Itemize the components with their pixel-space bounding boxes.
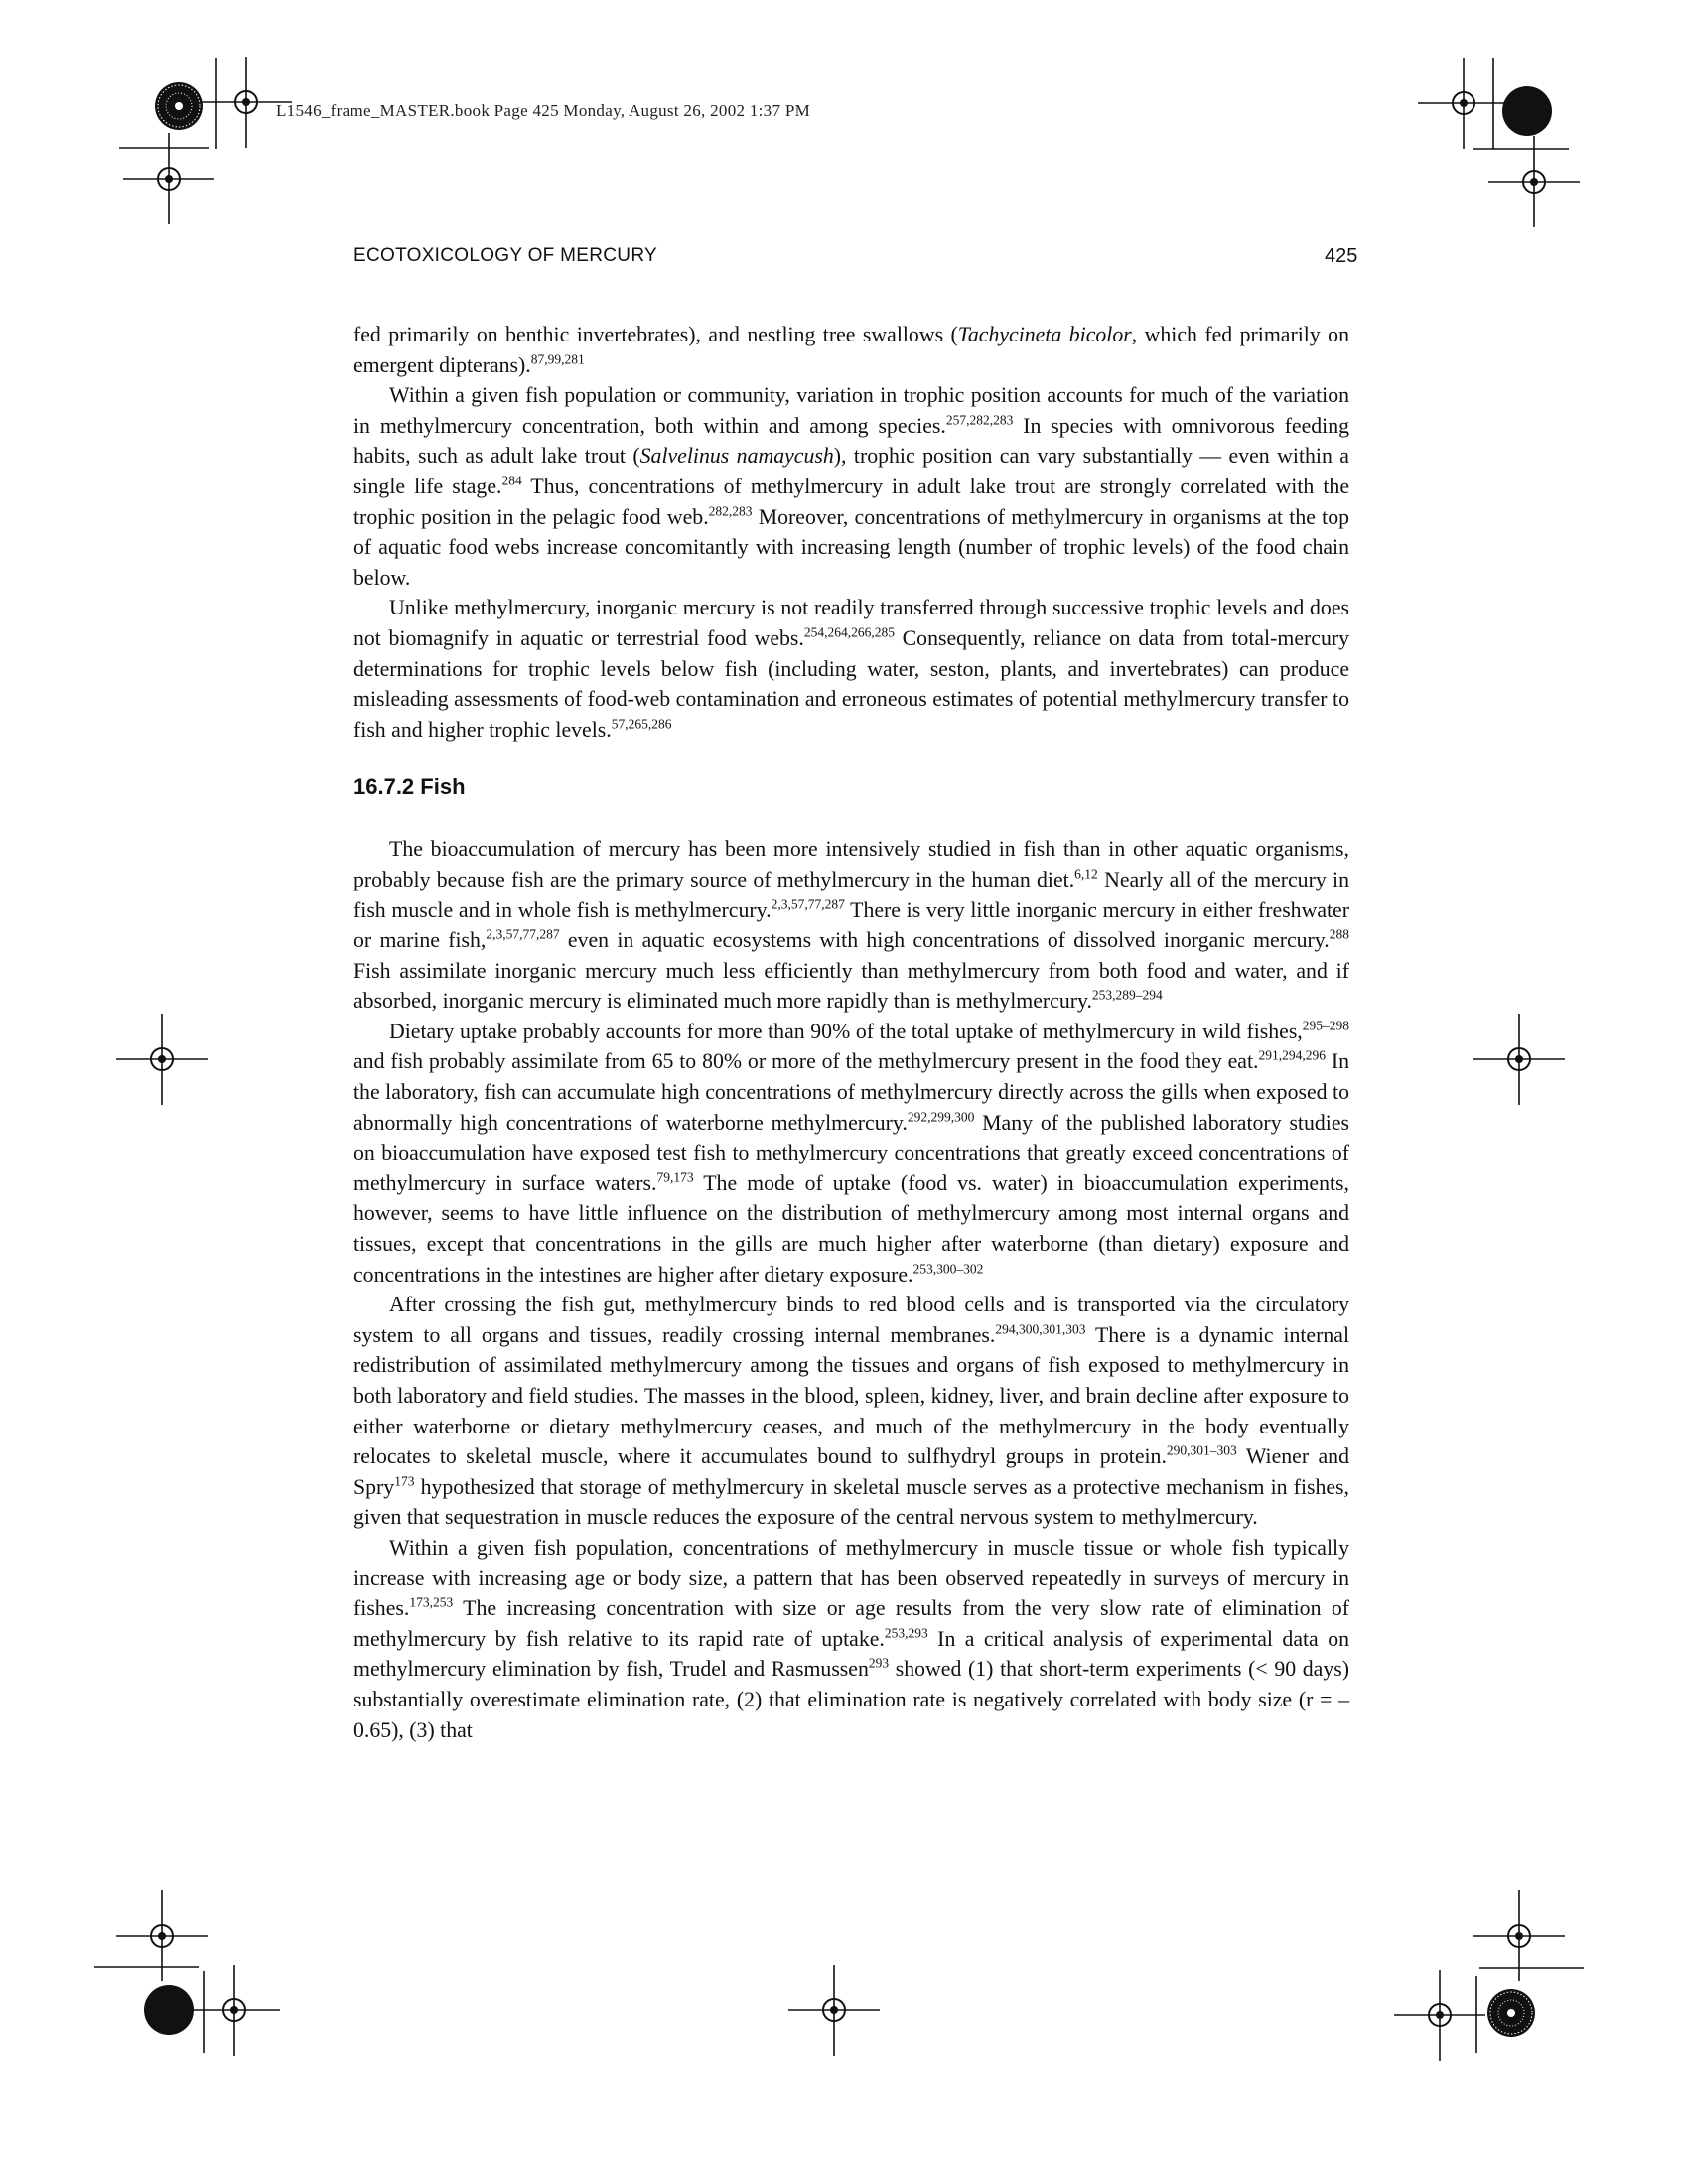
- species-name: Salvelinus namaycush: [639, 444, 834, 469]
- frame-header: L1546_frame_MASTER.book Page 425 Monday, August 26, 2002 1:37 PM: [276, 101, 810, 120]
- text-run: In a critical analysis of experimental data on methylmercury elimination by fish, Trudel and Rasmussen: [353, 1626, 1349, 1682]
- text-run: Within a given fish population or community, variation in trophic position accounts for much of the variation in methylmercury concentration, both within and among species.: [353, 383, 1349, 438]
- paragraph: [353, 834, 1349, 1017]
- page-number: 425: [1325, 245, 1358, 267]
- citation-superscript: 173,253: [409, 1594, 454, 1610]
- text-run: ), trophic position can vary substantially — even within a single life stage.: [353, 444, 1349, 498]
- citation-superscript: 2,3,57,77,287: [771, 896, 845, 912]
- text-run: The mode of uptake (food vs. water) in bioaccumulation experiments, however, seems to have little influence on the distribution of methylmercury among most internal organs and tissues, except that concentrations in the gills are much higher after waterborne (than dietary) exposure and concentrations in the intestines are higher after dietary exposure.: [353, 1170, 1349, 1287]
- crosshair-mark-top-left-lower: [123, 133, 214, 224]
- text-run: Unlike methylmercury, inorganic mercury is not readily transferred through successive trophic levels and does not biomagnify in aquatic or terrestrial food webs.: [353, 596, 1349, 650]
- text-run: In the laboratory, fish can accumulate high concentrations of methylmercury directly across the gills when exposed to abnormally high concentrations of waterborne methylmercury.: [353, 1049, 1349, 1135]
- text-run: fed primarily on benthic invertebrates), and nestling tree swallows (: [353, 323, 958, 346]
- text-run: Wiener and Spry: [353, 1444, 1349, 1499]
- solid-circle-mark-bottom-left: [144, 1985, 194, 2035]
- citation-superscript: 253,293: [884, 1625, 928, 1641]
- running-head: ECOTOXICOLOGY OF MERCURY: [353, 245, 657, 266]
- text-run: even in aquatic ecosystems with high concentrations of dissolved inorganic mercury.: [559, 928, 1330, 953]
- text-run: Many of the published laboratory studies on bioaccumulation have exposed test fish to methylmercury concentrations that greatly exceed concentrations of methylmercury in surface waters.: [353, 1110, 1349, 1195]
- text-run: Consequently, reliance on data from total-mercury determinations for trophic levels below fish (including water, seston, plants, and invertebrates) can produce misleading assessments of food-web contamination and erroneous estimates of potential methylmercury transfer to fish and higher trophic levels.: [353, 625, 1349, 742]
- text-run: The bioaccumulation of mercury has been more intensively studied in fish than in other aquatic organisms, probably because fish are the primary source of methylmercury in the human diet.: [353, 837, 1349, 891]
- text-run: Moreover, concentrations of methylmercury in organisms at the top of aquatic food webs increase concomitantly with increasing length (number of trophic levels) of the food chain below.: [353, 504, 1349, 590]
- citation-superscript: 288: [1329, 926, 1349, 942]
- citation-superscript: 2,3,57,77,287: [486, 926, 560, 942]
- species-name: Tachycineta bicolor: [957, 323, 1132, 346]
- text-run: There is a dynamic internal redistribution of assimilated methylmercury among the tissues and organs of fish exposed to methylmercury in both laboratory and field studies. The masses in the blood, spleen, kidney, liver, and brain decline after exposure to either waterborne or dietary methylmercury ceases, and much of the methylmercury in the body eventually relocates to skeletal muscle, where it accumulates bound to sulfhydryl groups in protein.: [353, 1322, 1349, 1469]
- crosshair-mark-left-middle: [116, 1014, 208, 1105]
- paragraph: [353, 1533, 1349, 1745]
- text-run: There is very little inorganic mercury in either freshwater or marine fish,: [353, 897, 1349, 953]
- text-run: Within a given fish population, concentrations of methylmercury in muscle tissue or whole fish typically increase with increasing age or body size, a pattern that has been observed repeatedly in surveys of mercury in fishes.: [353, 1535, 1349, 1621]
- citation-superscript: 294,300,301,303: [995, 1321, 1086, 1337]
- solid-circle-mark-top-right: [1502, 86, 1552, 136]
- crosshair-mark-bottom-center: [788, 1965, 880, 2056]
- crosshair-mark-top-right: [1418, 58, 1509, 149]
- citation-superscript: 290,301–303: [1166, 1442, 1237, 1458]
- citation-superscript: 254,264,266,285: [803, 624, 895, 640]
- citation-superscript: 173: [394, 1473, 415, 1489]
- text-run: showed (1) that short-term experiments (< 90 days) substantially overestimate elimination rate, (2) that elimination rate is negatively correlated with body size (r = –0.65), (3) that: [353, 1657, 1349, 1742]
- text-run: After crossing the fish gut, methylmercury binds to red blood cells and is transported via the circulatory system to all organs and tissues, readily crossing internal membranes.: [353, 1293, 1349, 1347]
- text-run: In species with omnivorous feeding habits, such as adult lake trout (: [353, 413, 1349, 469]
- paragraph: [353, 320, 1349, 380]
- text-run: Nearly all of the mercury in fish muscle and in whole fish is methylmercury.: [353, 867, 1349, 922]
- paragraph: [353, 1017, 1349, 1290]
- citation-superscript: 253,289–294: [1091, 988, 1163, 1004]
- citation-superscript: 87,99,281: [530, 351, 585, 367]
- citation-superscript: 257,282,283: [945, 412, 1014, 428]
- citation-superscript: 291,294,296: [1258, 1048, 1326, 1064]
- paragraph: [353, 1290, 1349, 1533]
- text-run: Thus, concentrations of methylmercury in adult lake trout are strongly correlated with the trophic position in the pelagic food web.: [353, 474, 1349, 529]
- citation-superscript: 79,173: [656, 1169, 694, 1185]
- citation-superscript: 284: [501, 473, 522, 488]
- paragraph: [353, 593, 1349, 745]
- citation-superscript: 293: [868, 1656, 890, 1672]
- crosshair-mark-bottom-left: [189, 1965, 280, 2056]
- citation-superscript: 253,300–302: [912, 1261, 984, 1277]
- text-run: Fish assimilate inorganic mercury much less efficiently than methylmercury from both food and water, and if absorbed, inorganic mercury is eliminated much more rapidly than is methylmercury.: [353, 958, 1349, 1014]
- crosshair-mark-right-middle: [1474, 1014, 1565, 1105]
- starburst-mark-top-left: [155, 82, 203, 130]
- citation-superscript: 292,299,300: [907, 1109, 975, 1125]
- text-run: hypothesized that storage of methylmercury in skeletal muscle serves as a protective mechanism in fishes, given that sequestration in muscle reduces the exposure of the central nervous system to methylmercury.: [353, 1474, 1349, 1530]
- crosshair-mark-top-right-lower: [1488, 136, 1580, 227]
- starburst-mark-bottom-right: [1487, 1989, 1535, 2037]
- page-body: [353, 320, 1349, 1745]
- citation-superscript: 295–298: [1302, 1018, 1349, 1033]
- text-run: Dietary uptake probably accounts for more than 90% of the total uptake of methylmercury in wild fishes,: [389, 1019, 1303, 1043]
- crosshair-mark-bottom-right: [1394, 1970, 1485, 2061]
- text-run: The increasing concentration with size or age results from the very slow rate of elimination of methylmercury by fish relative to its rapid rate of uptake.: [353, 1596, 1349, 1651]
- paragraph: [353, 380, 1349, 593]
- section-heading: 16.7.2 Fish: [353, 774, 466, 800]
- citation-superscript: 6,12: [1074, 866, 1098, 882]
- citation-superscript: 282,283: [708, 503, 753, 519]
- citation-superscript: 57,265,286: [611, 716, 672, 732]
- text-run: and fish probably assimilate from 65 to 80% or more of the methylmercury present in the food they eat.: [353, 1049, 1259, 1074]
- text-run: , which fed primarily on emergent dipterans).: [353, 323, 1349, 377]
- crosshair-mark-bottom-left-upper: [116, 1890, 208, 1981]
